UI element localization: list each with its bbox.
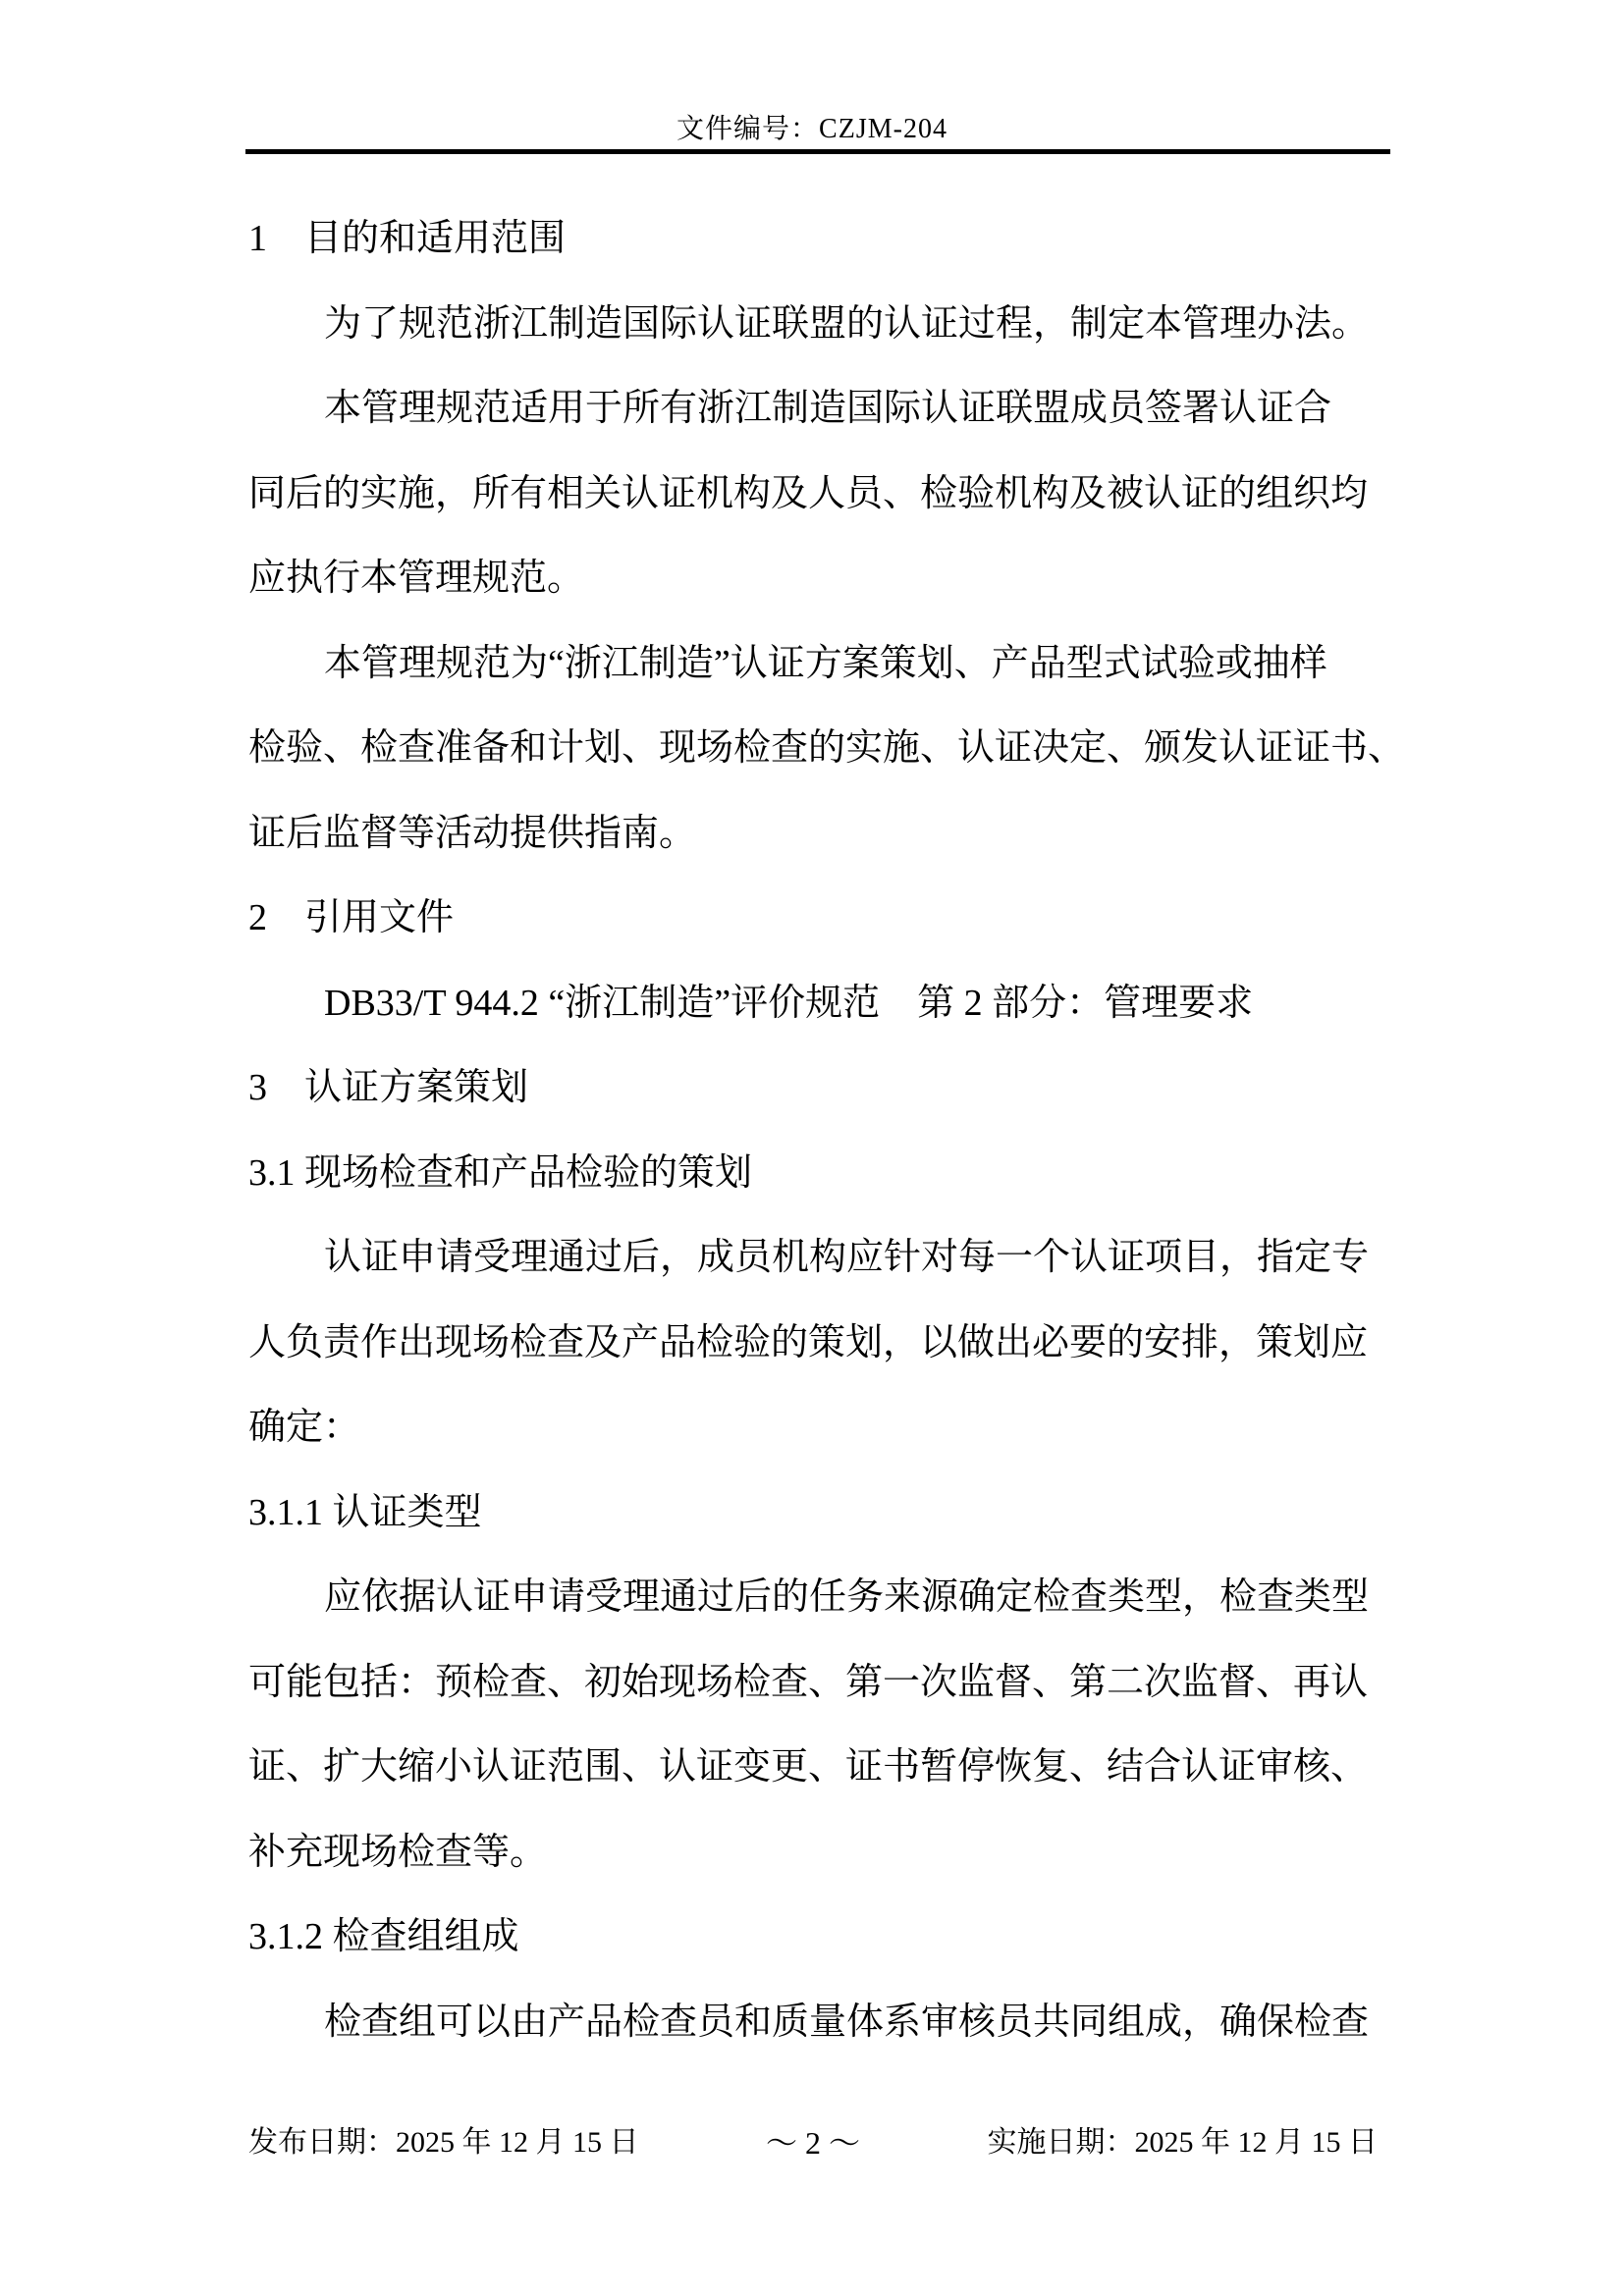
paragraph-line: 本管理规范为“浙江制造”认证方案策划、产品型式试验或抽样 (324, 642, 1327, 684)
header-rule (245, 149, 1390, 154)
release-date: 发布日期：2025 年 12 月 15 日 (248, 2126, 639, 2159)
paragraph-line: 检查组可以由产品检查员和质量体系审核员共同组成，确保检查 (324, 2001, 1370, 2043)
paragraph-line: 认证申请受理通过后，成员机构应针对每一个认证项目，指定专 (324, 1237, 1370, 1278)
heading-section-3: 3 认证方案策划 (248, 1067, 529, 1108)
paragraph-line: 补充现场检查等。 (248, 1831, 548, 1873)
paragraph-line: 确定： (248, 1407, 361, 1448)
paragraph-line: 检验、检查准备和计划、现场检查的实施、认证决定、颁发认证证书、 (248, 727, 1406, 769)
heading-3-1-2: 3.1.2 检查组组成 (248, 1916, 519, 1957)
heading-section-1: 1 目的和适用范围 (248, 218, 567, 259)
heading-section-2: 2 引用文件 (248, 897, 455, 938)
doc-number: 文件编号：CZJM-204 (677, 114, 947, 144)
paragraph-line: 应执行本管理规范。 (248, 558, 585, 599)
paragraph-line: 同后的实施，所有相关认证机构及人员、检验机构及被认证的组织均 (248, 472, 1369, 514)
implementation-date: 实施日期：2025 年 12 月 15 日 (987, 2126, 1378, 2159)
paragraph-line: 人负责作出现场检查及产品检验的策划，以做出必要的安排，策划应 (248, 1321, 1369, 1363)
paragraph-line: 本管理规范适用于所有浙江制造国际认证联盟成员签署认证合 (324, 388, 1332, 429)
paragraph-line: 为了规范浙江制造国际认证联盟的认证过程，制定本管理办法。 (324, 302, 1370, 345)
paragraph-line: 证后监督等活动提供指南。 (248, 812, 697, 854)
document-footer (248, 2123, 1378, 2163)
paragraph-line: 应依据认证申请受理通过后的任务来源确定检查类型，检查类型 (324, 1576, 1370, 1618)
page-number: ～ 2 ～ (765, 2125, 861, 2161)
heading-3-1: 3.1 现场检查和产品检验的策划 (248, 1151, 753, 1194)
heading-3-1-1: 3.1.1 认证类型 (248, 1491, 482, 1533)
paragraph-line: 证、扩大缩小认证范围、认证变更、证书暂停恢复、结合认证审核、 (248, 1746, 1369, 1788)
document-body (248, 196, 1406, 2064)
paragraph-line: 可能包括：预检查、初始现场检查、第一次监督、第二次监督、再认 (248, 1661, 1369, 1703)
reference-line: DB33/T 944.2 “浙江制造”评价规范 第 2 部分：管理要求 (324, 982, 1254, 1024)
